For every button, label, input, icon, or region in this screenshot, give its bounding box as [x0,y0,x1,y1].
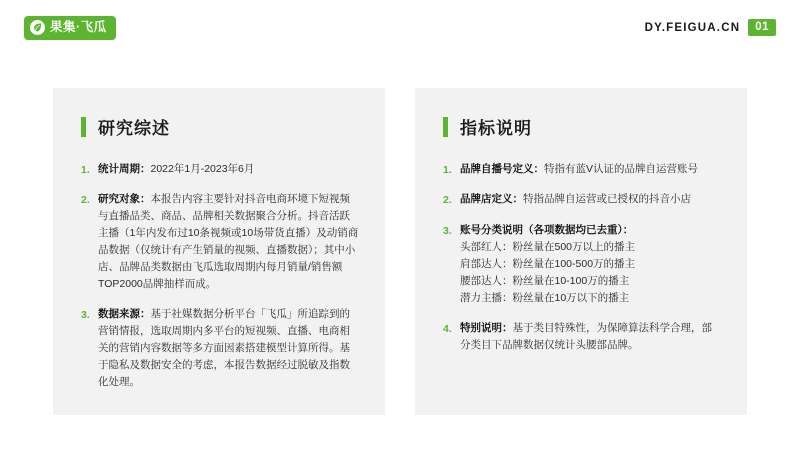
item-body [460,222,721,307]
item-body [98,191,359,293]
item-body [460,161,721,178]
brand-url: DY.FEIGUA.CN [644,21,741,34]
item-body [460,191,721,208]
item-number: 4. [443,322,452,335]
item-label: 研究对象： [98,193,151,206]
list-item [441,161,721,178]
item-body [460,320,721,354]
title-accent-bar [81,117,86,137]
sub-line: 腰部达人：粉丝量在10-100万的播主 [460,274,630,287]
card-title: 研究综述 [98,119,170,138]
list-item [441,191,721,208]
item-text: 特指有蓝V认证的品牌自运营账号 [544,163,699,175]
item-number: 1. [81,164,90,176]
item-number: 1. [443,164,452,176]
item-label: 品牌店定义： [460,193,523,206]
list-item [441,320,721,354]
page-header [0,0,800,55]
card-research-overview [53,88,385,415]
logo [24,16,116,40]
item-body [98,161,359,178]
item-number: 2. [81,194,90,207]
header-right [645,19,776,37]
item-number: 2. [443,194,452,207]
item-label: 统计周期： [98,163,151,175]
sub-line: 头部红人：粉丝量在500万以上的播主 [460,240,636,253]
item-body [98,306,359,391]
card-title-row [441,114,721,139]
item-text: 特指品牌自运营或已授权的抖音小店 [523,193,691,206]
item-text: 本报告内容主要针对抖音电商环境下短视频与直播品类、商品、品牌相关数据聚合分析。抖音活跃主播（1年内发布过10条视频或10场带货直播）及动销商品数据（仅统计有产生销量的视频、直播数据）；其中小店、品牌品类数据由飞瓜选取周期内每月销量/销售额TOP2000品牌抽样而成。 [98,193,359,291]
item-text: 2022年1月-2023年6月 [150,163,255,175]
cards-container [0,88,800,415]
logo-text: 果集·飞瓜 [50,20,107,35]
item-number: 3. [443,224,452,237]
card-title-row [79,114,359,139]
title-accent-bar [443,117,448,137]
sub-line: 肩部达人：粉丝量在100-500万的播主 [460,257,636,270]
item-label: 账号分类说明（各项数据均已去重）： [460,223,634,236]
leaf-icon [30,20,45,35]
sub-line: 潜力主播：粉丝量在10万以下的播主 [460,291,630,304]
list-item [79,191,359,293]
item-text: 基于社媒数据分析平台「飞瓜」所追踪到的营销情报，选取周期内多平台的短视频、直播、电商相关的营销内容数据等多方面因素搭建模型计算所得。基于隐私及数据安全的考虑，本报告数据经过脱敏及指数化处理。 [98,308,350,389]
item-label: 品牌自播号定义： [460,163,544,175]
item-label: 数据来源： [98,308,151,321]
list-item [79,306,359,391]
item-text: 基于类目特殊性，为保障算法科学合理，部分类目下品牌数据仅统计头腰部品牌。 [460,321,712,351]
card-title: 指标说明 [460,119,532,138]
list-item [441,222,721,307]
item-label: 特别说明： [460,321,513,334]
card-metric-definitions [415,88,747,415]
page-number: 01 [748,19,776,37]
list-item [79,161,359,178]
item-number: 3. [81,309,90,322]
